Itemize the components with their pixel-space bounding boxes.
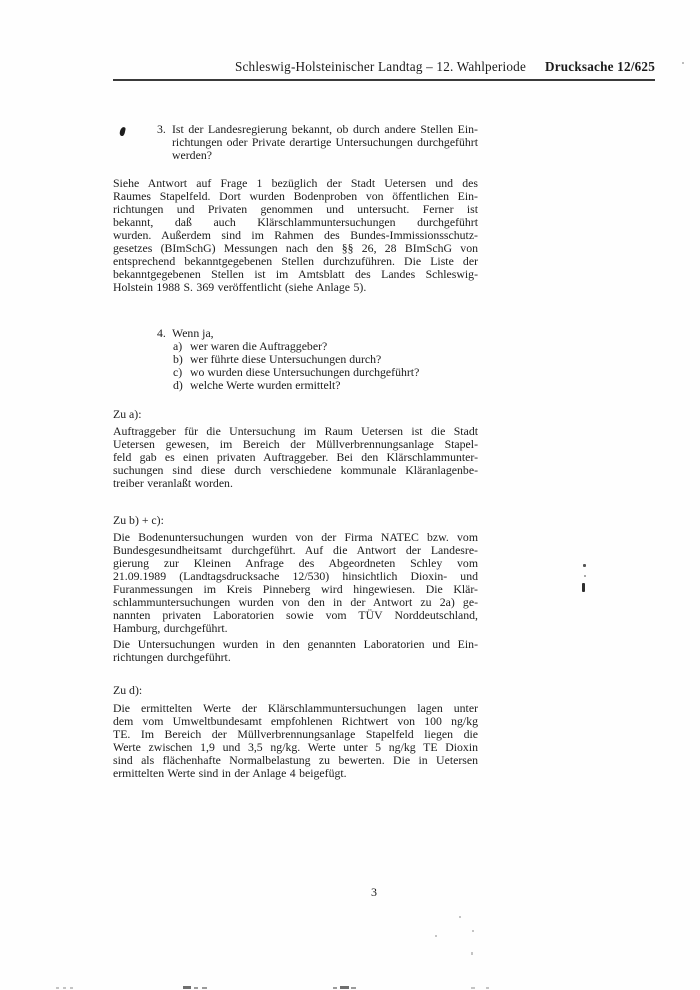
section-heading-zu-bc: Zu b) + c):	[113, 513, 164, 527]
subitem-label: d)	[173, 378, 183, 392]
question-4	[157, 327, 478, 392]
scan-artifact-ink-blot	[119, 127, 126, 137]
header-document-number: Drucksache 12/625	[545, 59, 655, 74]
scan-artifact-speck	[63, 987, 66, 989]
section-heading-zu-d: Zu d):	[113, 683, 143, 697]
page-header	[113, 59, 655, 74]
scan-artifact-speck	[351, 987, 356, 989]
question-4-subitem-d	[173, 379, 478, 392]
question-4-number: 4.	[157, 326, 166, 340]
scan-artifact-dash	[582, 583, 585, 592]
scan-artifact-speck	[486, 987, 489, 989]
scan-artifact-speck	[472, 930, 474, 932]
scan-artifact-dot	[583, 564, 586, 567]
question-3-text: Ist der Landesregierung bekannt, ob durch andere Stellen Ein- richtungen oder Private derartige Untersuchungen durchgeführt werden?	[172, 122, 478, 162]
section-heading-zu-a: Zu a):	[113, 407, 142, 421]
scan-artifact-dot	[584, 575, 586, 577]
scan-artifact-speck	[471, 952, 473, 955]
question-3	[157, 123, 478, 162]
scan-artifact-speck	[435, 935, 437, 937]
subitem-text: wer führte diese Untersuchungen durch?	[190, 352, 382, 366]
question-4-intro: Wenn ja,	[172, 326, 214, 340]
header-title: Schleswig-Holsteinischer Landtag – 12. Wahlperiode	[234, 59, 526, 74]
question-3-number: 3.	[157, 122, 166, 136]
subitem-label: b)	[173, 352, 183, 366]
scan-artifact-speck	[183, 986, 191, 989]
subitem-text: wer waren die Auftraggeber?	[190, 339, 328, 353]
scan-artifact-speck	[70, 987, 73, 989]
scan-artifact-speck	[333, 987, 337, 989]
scan-artifact-speck	[340, 986, 349, 989]
subitem-text: wo wurden diese Untersuchungen durchgeführt?	[190, 365, 420, 379]
zu-bc-paragraph-2: Die Untersuchungen wurden in den genannten Laboratorien und Ein- richtungen durchgeführt.	[113, 637, 478, 664]
zu-bc-paragraph-1: Die Bodenuntersuchungen wurden von der Firma NATEC bzw. vom Bundesgesundheitsamt durchgeführt. Auf die Antwort der Landesre- gierung zur Kleinen Anfrage des Abgeordneten Schley vom 21.09.1989 (Landtagsdrucksache 12/530) hinsichtlich Dioxin- und Furanmessungen im Kreis Pinneberg wird hingewiesen. Die Klär- schlammuntersuchungen wurden von den in der Antwort zu 2a) ge- nannten privaten Laboratorien sowie vom TÜV Norddeutschland, Hamburg, durchgeführt.	[113, 530, 478, 635]
scan-artifact-speck	[459, 916, 461, 918]
header-rule	[113, 79, 655, 81]
scan-artifact-speck	[682, 62, 684, 64]
scan-artifact-speck	[56, 987, 59, 989]
page-number: 3	[371, 885, 377, 899]
scan-artifact-speck	[194, 987, 198, 989]
answer-3-paragraph: Siehe Antwort auf Frage 1 bezüglich der Stadt Uetersen und des Raumes Stapelfeld. Dort wurden Bodenproben von öffentlichen Ein- richtungen und Privaten genommen und untersucht. Ferner ist bekannt, daß auch Klärschlammuntersuchungen durchgeführt wurden. Außerdem sind im Rahmen des Bundes-Immissionsschutz- gesetzes (BImSchG) Messungen nach den §§ 26, 28 BImSchG von entsprechend bekanntgegebenen Stellen durchzuführen. Die Liste der bekanntgegebenen Stellen ist im Amtsblatt des Landes Schleswig- Holstein 1988 S. 369 veröffentlicht (siehe Anlage 5).	[113, 176, 478, 294]
subitem-label: a)	[173, 339, 183, 353]
scan-artifact-speck	[202, 987, 207, 989]
zu-a-paragraph: Auftraggeber für die Untersuchung im Raum Uetersen ist die Stadt Uetersen gewesen, im Bereich der Müllverbrennungsanlage Stapel- feld gab es einen privaten Auftraggeber. Bei den Klärschlammunter- suchungen sind diese durch verschiedene kommunale Kläranlagenbe- treiber veranlaßt worden.	[113, 424, 478, 490]
zu-d-paragraph: Die ermittelten Werte der Klärschlammuntersuchungen lagen unter dem vom Umweltbundesamt empfohlenen Richtwert von 100 ng/kg TE. Im Bereich der Müllverbrennungsanlage Stapelfeld liegen die Werte zwischen 1,9 und 3,5 ng/kg. Werte unter 5 ng/kg TE Dioxin sind als flächenhafte Normalbelastung zu bewerten. Die in Uetersen ermittelten Werte sind in der Anlage 4 beigefügt.	[113, 701, 478, 780]
scan-artifact-speck	[471, 987, 475, 989]
subitem-text: welche Werte wurden ermittelt?	[190, 378, 341, 392]
subitem-label: c)	[173, 365, 183, 379]
